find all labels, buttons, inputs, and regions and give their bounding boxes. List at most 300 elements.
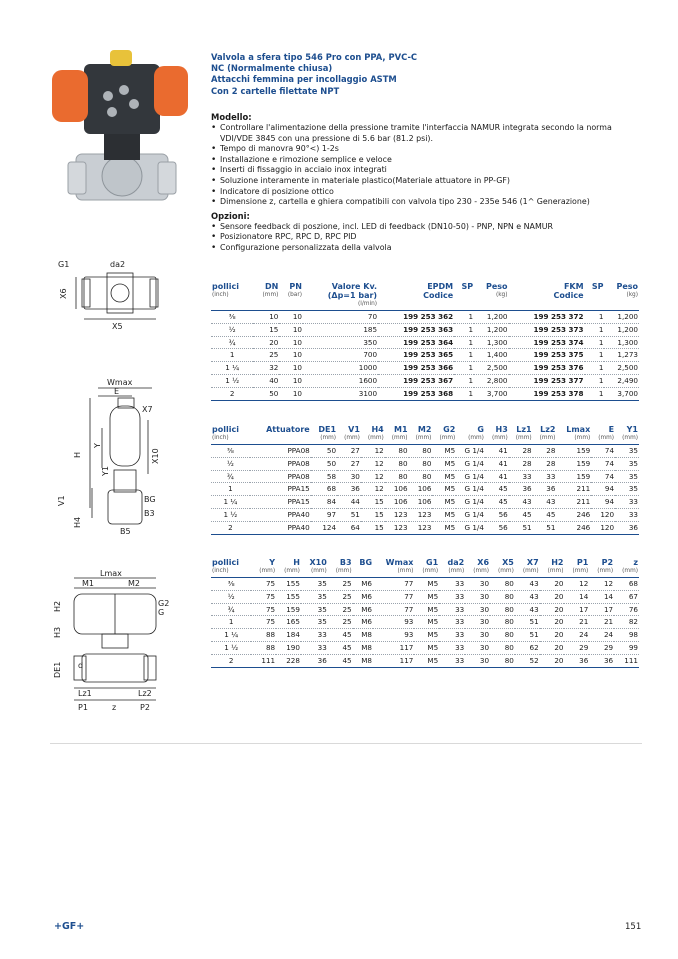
table-cell: 17 bbox=[564, 603, 589, 616]
table-cell: ¾ bbox=[211, 603, 251, 616]
col-header: P1 bbox=[576, 558, 589, 567]
table-cell: 33 bbox=[439, 616, 465, 629]
col-header: G bbox=[477, 425, 484, 434]
table-cell: 120 bbox=[591, 521, 615, 534]
unit-cell: (kg) bbox=[626, 292, 638, 298]
col-header: H bbox=[293, 558, 300, 567]
table-cell: PPA15 bbox=[250, 483, 311, 496]
table-cell: M5 bbox=[414, 641, 439, 654]
table-cell: 45 bbox=[328, 654, 353, 667]
table-cell: M6 bbox=[353, 616, 373, 629]
col-header: EPDM bbox=[427, 282, 454, 291]
list-item: • Controllare l'alimentazione della pressione tramite l'interfaccia NAMUR integrata secondo la norma VDI/VDE 3845 con una pressione di 5.6 bar (81.2 psi). bbox=[211, 123, 641, 144]
table-cell: 1 bbox=[454, 374, 474, 387]
drawing-label: G2 bbox=[158, 599, 170, 608]
table-cell: 33 bbox=[439, 629, 465, 642]
table-cell: 35 bbox=[301, 603, 328, 616]
table-cell: 3,700 bbox=[474, 387, 508, 400]
table-cell: 199 253 378 bbox=[509, 387, 585, 400]
table-cell: 1 ½ bbox=[211, 641, 251, 654]
table-cell: 199 253 375 bbox=[509, 349, 585, 362]
unit-cell: (mm) bbox=[564, 568, 589, 578]
drawing-label: P2 bbox=[140, 703, 150, 712]
table-cell: 80 bbox=[490, 616, 515, 629]
actuator-dimensions-table bbox=[211, 425, 639, 535]
table-row bbox=[211, 590, 639, 603]
table-cell: 44 bbox=[337, 496, 361, 509]
table-cell: 68 bbox=[311, 483, 337, 496]
table-row bbox=[211, 323, 639, 336]
table-row bbox=[211, 470, 639, 483]
table-cell: 99 bbox=[614, 641, 639, 654]
table-cell: 185 bbox=[303, 323, 378, 336]
table-cell: 43 bbox=[515, 590, 540, 603]
table-cell: 80 bbox=[409, 470, 433, 483]
table-cell: 3,700 bbox=[604, 387, 639, 400]
col-header: Peso bbox=[616, 282, 638, 291]
table-cell: 45 bbox=[485, 496, 509, 509]
table-cell: 32 bbox=[253, 362, 279, 375]
drawing-label: Wmax bbox=[107, 378, 133, 387]
table-cell: 12 bbox=[361, 445, 385, 458]
unit-cell bbox=[250, 435, 311, 445]
table-cell: 199 253 367 bbox=[378, 374, 454, 387]
drawing-label: X5 bbox=[112, 322, 123, 331]
table-cell: 43 bbox=[515, 603, 540, 616]
table-cell: 45 bbox=[509, 508, 533, 521]
table-cell: 1,200 bbox=[474, 323, 508, 336]
table-cell: PPA40 bbox=[250, 521, 311, 534]
drawing-label: P1 bbox=[78, 703, 88, 712]
table-cell: 33 bbox=[615, 508, 639, 521]
table-cell: 33 bbox=[439, 578, 465, 591]
col-header-2: (Δp=1 bar) bbox=[327, 291, 378, 300]
table-cell: 75 bbox=[251, 590, 276, 603]
table-cell: 1,200 bbox=[604, 323, 639, 336]
table-cell: 1 bbox=[585, 336, 605, 349]
col-header: Valore Kv. bbox=[331, 282, 378, 291]
col-header: Y bbox=[269, 558, 276, 567]
table-row bbox=[211, 641, 639, 654]
codes-table bbox=[211, 282, 639, 401]
col-header: Lz1 bbox=[516, 425, 532, 434]
unit-cell: (l/min) bbox=[303, 301, 378, 311]
list-item: • Tempo di manovra 90°<) 1-2s bbox=[211, 144, 641, 155]
table-cell: 123 bbox=[385, 521, 409, 534]
drawing-front-view bbox=[52, 568, 172, 718]
col-header: Wmax bbox=[385, 558, 414, 567]
table-cell: 20 bbox=[540, 629, 565, 642]
table-cell: 27 bbox=[337, 457, 361, 470]
drawing-label: H4 bbox=[73, 516, 82, 528]
col-header: X10 bbox=[309, 558, 327, 567]
col-header: X5 bbox=[502, 558, 514, 567]
table-cell: 30 bbox=[337, 470, 361, 483]
table-cell: 123 bbox=[385, 508, 409, 521]
table-cell: 3100 bbox=[303, 387, 378, 400]
col-header: P2 bbox=[601, 558, 614, 567]
col-header: G1 bbox=[426, 558, 439, 567]
table-cell: 10 bbox=[279, 336, 303, 349]
table-cell: 20 bbox=[540, 641, 565, 654]
table-cell: 20 bbox=[540, 654, 565, 667]
table-cell: 20 bbox=[253, 336, 279, 349]
table-row bbox=[211, 445, 639, 458]
table-cell: PPA08 bbox=[250, 445, 311, 458]
table-cell: 15 bbox=[253, 323, 279, 336]
table-cell: 199 253 372 bbox=[509, 311, 585, 324]
table-cell: M5 bbox=[432, 445, 456, 458]
table-cell: 51 bbox=[533, 521, 557, 534]
table-cell: ¾ bbox=[211, 336, 253, 349]
unit-cell: (mm) bbox=[328, 568, 353, 578]
unit-cell: (mm) bbox=[276, 568, 301, 578]
drawing-label: X10 bbox=[151, 448, 160, 464]
col-header: DN bbox=[265, 282, 279, 291]
table-cell: 12 bbox=[361, 457, 385, 470]
list-item: • Sensore feedback di poszione, incl. LED di feedback (DN10-50) - PNP, NPN e NAMUR bbox=[211, 222, 641, 233]
table-cell: M5 bbox=[414, 629, 439, 642]
table-cell: PPA08 bbox=[250, 470, 311, 483]
drawing-label: z bbox=[112, 703, 117, 712]
table-cell: 33 bbox=[509, 470, 533, 483]
col-header: Lz2 bbox=[540, 425, 556, 434]
drawing-label: Y1 bbox=[101, 466, 110, 476]
table-cell: M5 bbox=[414, 603, 439, 616]
table-cell: 51 bbox=[337, 508, 361, 521]
table-cell: 28 bbox=[509, 457, 533, 470]
table-cell: 199 253 377 bbox=[509, 374, 585, 387]
col-header: M2 bbox=[417, 425, 432, 434]
table-cell: 155 bbox=[276, 578, 301, 591]
table-cell: 10 bbox=[279, 374, 303, 387]
table-cell: 36 bbox=[337, 483, 361, 496]
drawing-top-view bbox=[52, 255, 167, 335]
col-header: V1 bbox=[348, 425, 360, 434]
table-cell: 1 ½ bbox=[211, 374, 253, 387]
table-cell: 28 bbox=[509, 445, 533, 458]
table-cell: G 1/4 bbox=[456, 521, 485, 534]
list-item: • Configurazione personalizzata della valvola bbox=[211, 243, 641, 254]
table-cell: 80 bbox=[385, 457, 409, 470]
table-cell: 93 bbox=[373, 616, 414, 629]
unit-cell: (mm) bbox=[490, 568, 515, 578]
table-row bbox=[211, 508, 639, 521]
drawing-label: Lmax bbox=[100, 569, 122, 578]
table-row bbox=[211, 336, 639, 349]
table-cell: 1,200 bbox=[474, 311, 508, 324]
table-cell: 94 bbox=[591, 483, 615, 496]
table-cell: 246 bbox=[556, 521, 591, 534]
table-cell: 80 bbox=[385, 470, 409, 483]
unit-cell: (mm) bbox=[591, 435, 615, 445]
table-cell: 35 bbox=[301, 578, 328, 591]
drawing-label: M2 bbox=[128, 579, 140, 588]
table-cell: 88 bbox=[251, 641, 276, 654]
table-cell: 10 bbox=[253, 311, 279, 324]
table-cell: 1,300 bbox=[604, 336, 639, 349]
table-cell: 12 bbox=[361, 483, 385, 496]
table-cell: 1 ½ bbox=[211, 508, 250, 521]
table-cell: 165 bbox=[276, 616, 301, 629]
col-header: SP bbox=[591, 282, 604, 291]
unit-cell: (mm) bbox=[556, 435, 591, 445]
table-cell: 1 bbox=[585, 349, 605, 362]
drawing-label: Lz1 bbox=[78, 689, 92, 698]
drawing-label: X7 bbox=[142, 405, 153, 414]
table-cell: 33 bbox=[439, 654, 465, 667]
table-cell: 199 253 368 bbox=[378, 387, 454, 400]
table-cell: 20 bbox=[540, 578, 565, 591]
table-cell: 2 bbox=[211, 654, 251, 667]
table-cell: 1 bbox=[454, 311, 474, 324]
table-cell: 1 bbox=[585, 387, 605, 400]
col-header: Y1 bbox=[626, 425, 638, 434]
drawing-label: V1 bbox=[57, 495, 66, 506]
table-cell: 41 bbox=[485, 445, 509, 458]
table-cell: 33 bbox=[301, 629, 328, 642]
table-cell: 80 bbox=[409, 457, 433, 470]
table-row bbox=[211, 629, 639, 642]
table-cell: 14 bbox=[589, 590, 614, 603]
table-cell: 70 bbox=[303, 311, 378, 324]
list-item: • Posizionatore RPC, RPC D, RPC PID bbox=[211, 232, 641, 243]
drawing-label: H bbox=[73, 451, 82, 458]
unit-cell: (mm) bbox=[485, 435, 509, 445]
table-cell: 80 bbox=[490, 654, 515, 667]
table-cell: 98 bbox=[614, 629, 639, 642]
table-cell: 190 bbox=[276, 641, 301, 654]
drawing-label: E bbox=[114, 387, 120, 396]
table-cell: 2,800 bbox=[474, 374, 508, 387]
table-cell: 30 bbox=[465, 590, 490, 603]
table-cell: 36 bbox=[533, 483, 557, 496]
table-cell: 56 bbox=[485, 508, 509, 521]
table-row bbox=[211, 578, 639, 591]
drawing-label: X6 bbox=[59, 288, 68, 299]
table-cell: 33 bbox=[439, 603, 465, 616]
table-cell: 52 bbox=[515, 654, 540, 667]
list-item: • Dimensione z, cartella e ghiera compatibili con valvola tipo 230 - 235e 546 (1^ Generazione) bbox=[211, 197, 641, 208]
col-header-2: Codice bbox=[553, 291, 584, 300]
title-line-1: Valvola a sfera tipo 546 Pro con PPA, PVC-C bbox=[211, 52, 418, 62]
table-cell: 24 bbox=[564, 629, 589, 642]
footer-separator bbox=[50, 743, 642, 744]
table-cell: 30 bbox=[465, 629, 490, 642]
table-cell: 74 bbox=[591, 470, 615, 483]
table-cell: ½ bbox=[211, 457, 250, 470]
table-cell: 33 bbox=[615, 496, 639, 509]
col-header: Lmax bbox=[566, 425, 591, 434]
list-item: • Soluzione interamente in materiale plastico(Materiale attuatore in PP-GF) bbox=[211, 176, 641, 187]
table-cell: 50 bbox=[311, 445, 337, 458]
unit-cell: (mm) bbox=[414, 568, 439, 578]
table-cell: ½ bbox=[211, 590, 251, 603]
table-cell: ⅜ bbox=[211, 445, 250, 458]
table-cell: 33 bbox=[439, 590, 465, 603]
table-cell: 30 bbox=[465, 578, 490, 591]
table-cell: G 1/4 bbox=[456, 508, 485, 521]
table-cell: 246 bbox=[556, 508, 591, 521]
table-row bbox=[211, 311, 639, 324]
table-cell: 1 bbox=[454, 387, 474, 400]
table-cell: 1 bbox=[585, 374, 605, 387]
unit-cell: (mm) bbox=[540, 568, 565, 578]
table-cell: 111 bbox=[614, 654, 639, 667]
table-cell: 199 253 366 bbox=[378, 362, 454, 375]
col-header: G2 bbox=[443, 425, 456, 434]
table-cell: 33 bbox=[533, 470, 557, 483]
table-cell: 10 bbox=[279, 323, 303, 336]
table-cell: 43 bbox=[533, 496, 557, 509]
col-header: z bbox=[633, 558, 638, 567]
unit-cell: (inch) bbox=[212, 292, 229, 298]
col-header: pollici bbox=[212, 282, 239, 291]
table-cell: 2 bbox=[211, 521, 250, 534]
table-cell: 41 bbox=[485, 470, 509, 483]
table-cell: 1 ¼ bbox=[211, 362, 253, 375]
table-row bbox=[211, 374, 639, 387]
table-cell: 50 bbox=[311, 457, 337, 470]
table-cell: 33 bbox=[301, 641, 328, 654]
drawing-label: B5 bbox=[120, 527, 131, 536]
table-cell: 41 bbox=[485, 457, 509, 470]
table-cell: 111 bbox=[251, 654, 276, 667]
table-cell: 12 bbox=[361, 470, 385, 483]
unit-cell: (mm) bbox=[311, 435, 337, 445]
table-cell: 15 bbox=[361, 508, 385, 521]
drawing-label: B3 bbox=[144, 509, 155, 518]
table-cell: 1,200 bbox=[604, 311, 639, 324]
table-cell: 35 bbox=[301, 616, 328, 629]
table-cell: 45 bbox=[328, 629, 353, 642]
table-cell: M5 bbox=[414, 578, 439, 591]
table-row bbox=[211, 603, 639, 616]
col-header: M1 bbox=[394, 425, 408, 434]
table-cell: 77 bbox=[373, 578, 414, 591]
table-cell: ¾ bbox=[211, 470, 250, 483]
table-cell: 199 253 373 bbox=[509, 323, 585, 336]
table-cell: 45 bbox=[328, 641, 353, 654]
table-cell: G 1/4 bbox=[456, 470, 485, 483]
table-cell: 74 bbox=[591, 445, 615, 458]
title-line-3: Attacchi femmina per incollaggio ASTM bbox=[211, 74, 397, 85]
table-cell: 58 bbox=[311, 470, 337, 483]
table-cell: 1 bbox=[454, 362, 474, 375]
col-header: H4 bbox=[371, 425, 384, 434]
table-cell: M5 bbox=[432, 470, 456, 483]
col-header: SP bbox=[461, 282, 474, 291]
table-cell: 117 bbox=[373, 654, 414, 667]
table-cell: 1,273 bbox=[604, 349, 639, 362]
table-cell: 1 bbox=[585, 323, 605, 336]
col-header: DE1 bbox=[318, 425, 337, 434]
table-cell: 2,500 bbox=[604, 362, 639, 375]
table-cell: 1 bbox=[211, 349, 253, 362]
table-cell: 199 253 362 bbox=[378, 311, 454, 324]
table-cell: 159 bbox=[556, 470, 591, 483]
unit-cell: (mm) bbox=[533, 435, 557, 445]
table-cell: 15 bbox=[361, 521, 385, 534]
table-cell: ⅜ bbox=[211, 578, 251, 591]
table-cell: 25 bbox=[253, 349, 279, 362]
table-row bbox=[211, 387, 639, 400]
table-cell: 106 bbox=[385, 483, 409, 496]
table-cell: 36 bbox=[301, 654, 328, 667]
table-cell: 1,300 bbox=[474, 336, 508, 349]
table-cell: 228 bbox=[276, 654, 301, 667]
unit-cell: (mm) bbox=[509, 435, 533, 445]
table-cell: 211 bbox=[556, 483, 591, 496]
table-cell: 68 bbox=[614, 578, 639, 591]
table-cell: 80 bbox=[490, 603, 515, 616]
table-cell: 106 bbox=[409, 496, 433, 509]
table-cell: G 1/4 bbox=[456, 457, 485, 470]
table-cell: 30 bbox=[465, 641, 490, 654]
unit-cell: (kg) bbox=[495, 292, 508, 298]
unit-cell: (bar) bbox=[287, 292, 302, 298]
col-header: Attuatore bbox=[266, 425, 310, 434]
table-cell: 12 bbox=[564, 578, 589, 591]
col-header: X7 bbox=[526, 558, 539, 567]
table-cell: 84 bbox=[311, 496, 337, 509]
table-cell: 155 bbox=[276, 590, 301, 603]
table-cell: 2,490 bbox=[604, 374, 639, 387]
table-cell: 80 bbox=[490, 578, 515, 591]
table-cell: 80 bbox=[409, 445, 433, 458]
col-header: pollici bbox=[212, 558, 239, 567]
drawing-label: Y bbox=[93, 443, 102, 448]
page-number: 151 bbox=[625, 922, 642, 932]
table-cell: 43 bbox=[509, 496, 533, 509]
list-item: • Installazione e rimozione semplice e veloce bbox=[211, 155, 641, 166]
table-cell: 28 bbox=[533, 457, 557, 470]
table-cell: PPA15 bbox=[250, 496, 311, 509]
table-cell: 35 bbox=[615, 470, 639, 483]
drawing-label: M1 bbox=[82, 579, 94, 588]
table-cell: M5 bbox=[414, 590, 439, 603]
table-cell: 117 bbox=[373, 641, 414, 654]
table-cell: 76 bbox=[614, 603, 639, 616]
table-cell: 75 bbox=[251, 603, 276, 616]
table-cell: 199 253 363 bbox=[378, 323, 454, 336]
table-cell: 25 bbox=[328, 590, 353, 603]
table-cell: 51 bbox=[515, 629, 540, 642]
unit-cell bbox=[353, 568, 373, 578]
table-cell: 184 bbox=[276, 629, 301, 642]
table-cell: 10 bbox=[279, 387, 303, 400]
unit-cell: (mm) bbox=[251, 568, 276, 578]
table-cell: 14 bbox=[564, 590, 589, 603]
table-cell: M8 bbox=[353, 629, 373, 642]
table-cell: M5 bbox=[432, 521, 456, 534]
table-cell: 35 bbox=[301, 590, 328, 603]
table-cell: 64 bbox=[337, 521, 361, 534]
table-cell: 80 bbox=[490, 629, 515, 642]
col-header: B3 bbox=[339, 558, 352, 567]
table-cell: 25 bbox=[328, 616, 353, 629]
table-cell: 1 bbox=[454, 323, 474, 336]
table-cell: 21 bbox=[564, 616, 589, 629]
table-cell: 106 bbox=[409, 483, 433, 496]
unit-cell: (mm) bbox=[614, 568, 639, 578]
opzioni-list bbox=[211, 222, 641, 254]
table-cell: 30 bbox=[465, 654, 490, 667]
table-cell: 45 bbox=[533, 508, 557, 521]
table-row bbox=[211, 654, 639, 667]
table-row bbox=[211, 349, 639, 362]
table-cell: M6 bbox=[353, 590, 373, 603]
